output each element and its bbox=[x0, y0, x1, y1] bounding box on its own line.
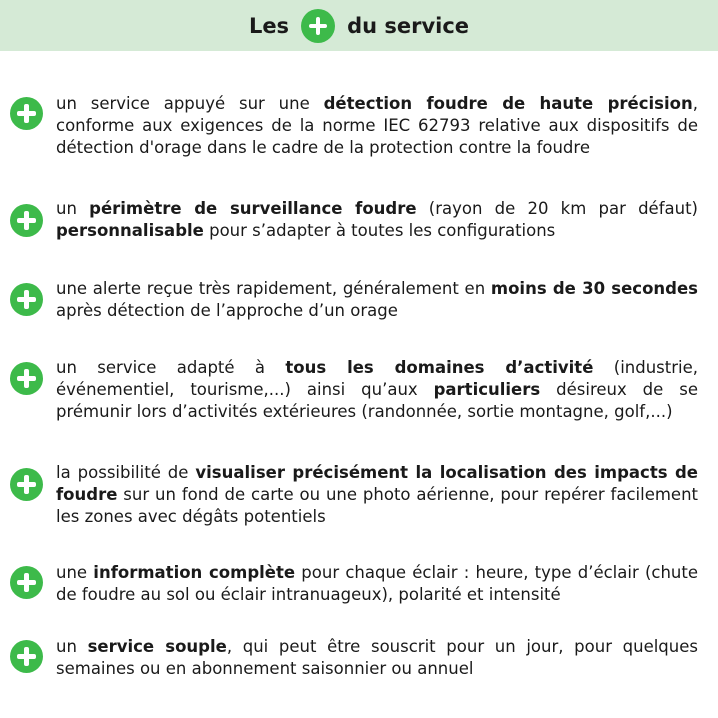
plus-circle-icon bbox=[10, 283, 43, 316]
benefit-item bbox=[56, 278, 698, 322]
benefit-highlight: tous les domaines d’activité bbox=[285, 358, 594, 377]
benefit-text: une alerte reçue très rapidement, généralement en bbox=[56, 279, 491, 298]
section-header bbox=[0, 0, 718, 51]
benefit-item bbox=[56, 93, 698, 159]
plus-circle-icon bbox=[10, 97, 43, 130]
benefit-highlight: périmètre de surveillance foudre bbox=[89, 199, 417, 218]
benefit-text: désireux de se prémunir lors d’activités extérieures (randonnée, sortie montagne, golf,...) bbox=[56, 380, 698, 421]
benefit-text: après détection de l’approche d’un orage bbox=[56, 301, 398, 320]
benefit-item bbox=[56, 636, 698, 680]
benefit-text: pour s’adapter à toutes les configurations bbox=[203, 221, 556, 240]
benefit-text: un bbox=[56, 199, 90, 218]
plus-circle-icon bbox=[10, 362, 43, 395]
header-suffix: du service bbox=[347, 13, 470, 38]
benefit-text: , conforme aux exigences de la norme IEC 62793 relative aux dispositifs de détection d'orage dans le cadre de la protection contre la foudre bbox=[56, 94, 698, 157]
plus-circle-icon bbox=[10, 204, 43, 237]
benefit-item bbox=[56, 357, 698, 423]
benefit-highlight: moins de 30 secondes bbox=[490, 279, 698, 298]
benefit-item bbox=[56, 198, 698, 242]
benefit-highlight: service souple bbox=[87, 637, 227, 656]
benefit-text: un service adapté à bbox=[56, 358, 286, 377]
benefit-highlight: personnalisable bbox=[56, 221, 204, 240]
plus-circle-icon bbox=[301, 9, 335, 43]
benefit-text: pour chaque éclair : heure, type d’éclair (chute de foudre au sol ou éclair intranuageux), polarité et intensité bbox=[56, 563, 699, 604]
benefit-text: (rayon de 20 km par défaut) bbox=[416, 199, 698, 218]
benefit-text: , qui peut être souscrit pour un jour, pour quelques semaines ou en abonnement saisonnier ou annuel bbox=[56, 637, 698, 678]
benefit-text: un bbox=[56, 637, 88, 656]
benefit-text: une bbox=[56, 563, 94, 582]
benefit-item bbox=[56, 462, 698, 528]
benefit-text: (industrie, événementiel, tourisme,...) ainsi qu’aux bbox=[56, 358, 698, 399]
benefit-highlight: particuliers bbox=[433, 380, 541, 399]
benefit-text: sur un fond de carte ou une photo aérienne, pour repérer facilement les zones avec dégâts potentiels bbox=[56, 485, 698, 526]
plus-circle-icon bbox=[10, 566, 43, 599]
benefit-text: un service appuyé sur une bbox=[56, 94, 324, 113]
benefit-highlight: information complète bbox=[93, 563, 296, 582]
plus-circle-icon bbox=[10, 640, 43, 673]
benefit-highlight: visualiser précisément la localisation des impacts de foudre bbox=[56, 463, 699, 504]
benefit-text: la possibilité de bbox=[56, 463, 196, 482]
benefit-item bbox=[56, 562, 698, 606]
header-prefix: Les bbox=[248, 13, 290, 38]
plus-circle-icon bbox=[10, 468, 43, 501]
benefit-highlight: détection foudre de haute précision bbox=[323, 94, 693, 113]
